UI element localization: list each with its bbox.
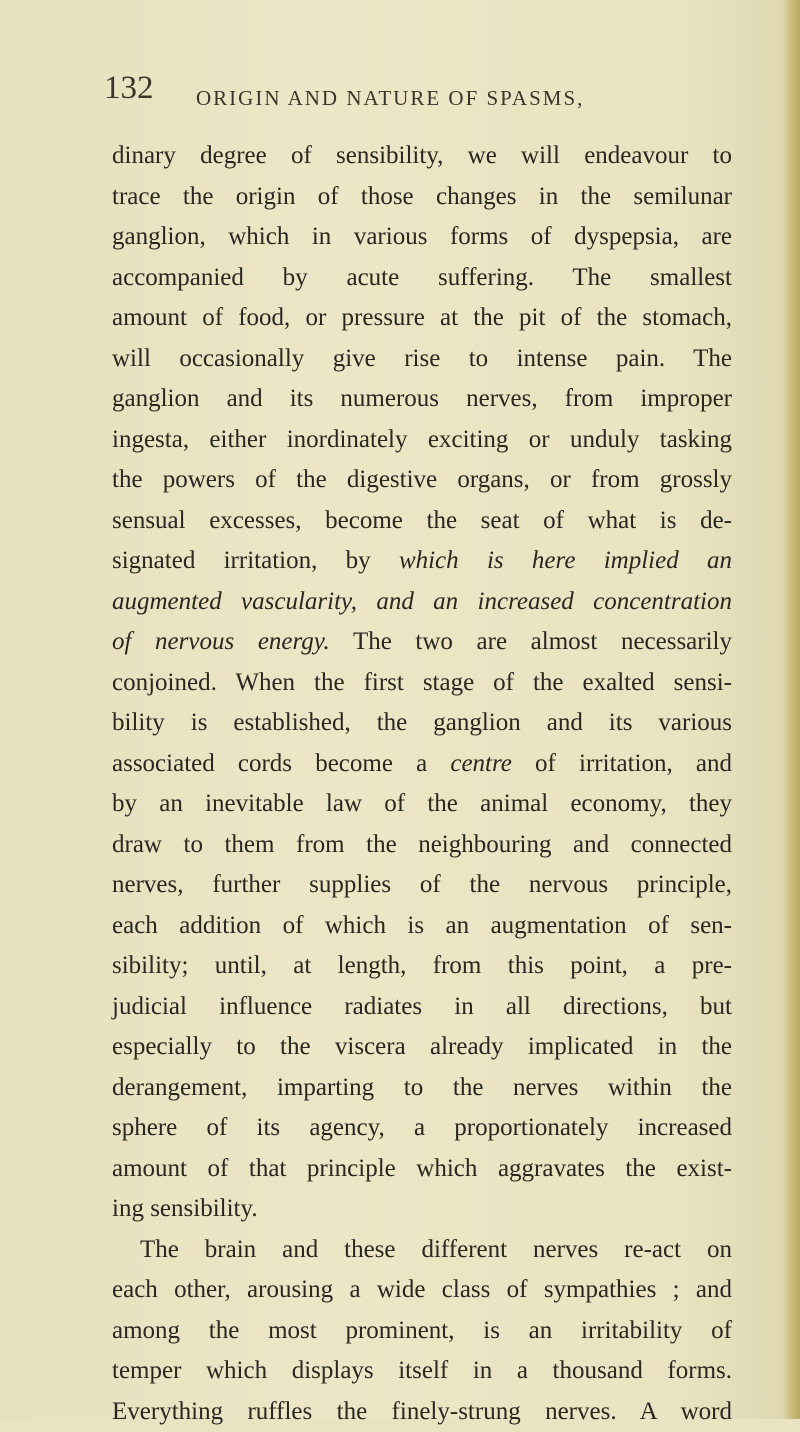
text-line: each other, arousing a wide class of sympathies ; and [112,1270,732,1311]
italic-segment: centre [450,750,512,777]
running-head: ORIGIN AND NATURE OF SPASMS, [196,86,584,111]
text-line: amount of that principle which aggravates the exist- [112,1149,732,1190]
text-line: sibility; until, at length, from this point, a pre- [112,946,732,987]
text-line: among the most prominent, is an irritability of [112,1311,732,1352]
text-line: amount of food, or pressure at the pit of the stomach, [112,298,732,339]
text-line: each addition of which is an augmentation of sen- [112,906,732,947]
text-line: nerves, further supplies of the nervous principle, [112,865,732,906]
text-line: ganglion and its numerous nerves, from improper [112,379,732,420]
text-line: judicial influence radiates in all directions, but [112,987,732,1028]
text-line: Everything ruffles the finely-strung nerves. A word [112,1392,732,1432]
text-line: conjoined. When the first stage of the exalted sensi- [112,663,732,704]
text-segment: The two are almost necessarily [353,628,732,655]
text-line: trace the origin of those changes in the semilunar [112,177,732,218]
italic-segment: which is here implied an [399,547,732,574]
text-segment: of irritation, and [535,750,732,777]
text-line: bility is established, the ganglion and its various [112,703,732,744]
page-edge-shadow [782,0,800,1419]
text-line-mixed [112,744,732,785]
text-line: ing sensibility. [112,1189,732,1230]
body-text [112,136,732,1432]
text-line: sensual excesses, become the seat of what is de- [112,501,732,542]
italic-segment: augmented vascularity, and an increased concentration [112,588,732,615]
italic-segment: of nervous energy. [112,628,330,655]
page-header [104,70,664,110]
text-line: derangement, imparting to the nerves within the [112,1068,732,1109]
text-line-italic [112,582,732,623]
text-segment: signated irritation, by [112,547,371,574]
text-line: The brain and these different nerves re-act on [112,1230,732,1271]
page-number: 132 [104,70,154,107]
text-line: accompanied by acute suffering. The smallest [112,258,732,299]
text-line: by an inevitable law of the animal economy, they [112,784,732,825]
text-line-mixed [112,541,732,582]
text-line: dinary degree of sensibility, we will endeavour to [112,136,732,177]
text-segment: associated cords become a [112,750,427,777]
text-line-mixed [112,622,732,663]
text-line: ingesta, either inordinately exciting or unduly tasking [112,420,732,461]
text-line: especially to the viscera already implicated in the [112,1027,732,1068]
text-line: will occasionally give rise to intense pain. The [112,339,732,380]
text-line: temper which displays itself in a thousand forms. [112,1351,732,1392]
text-line: sphere of its agency, a proportionately increased [112,1108,732,1149]
text-line: draw to them from the neighbouring and connected [112,825,732,866]
text-line: ganglion, which in various forms of dyspepsia, are [112,217,732,258]
text-line: the powers of the digestive organs, or from grossly [112,460,732,501]
